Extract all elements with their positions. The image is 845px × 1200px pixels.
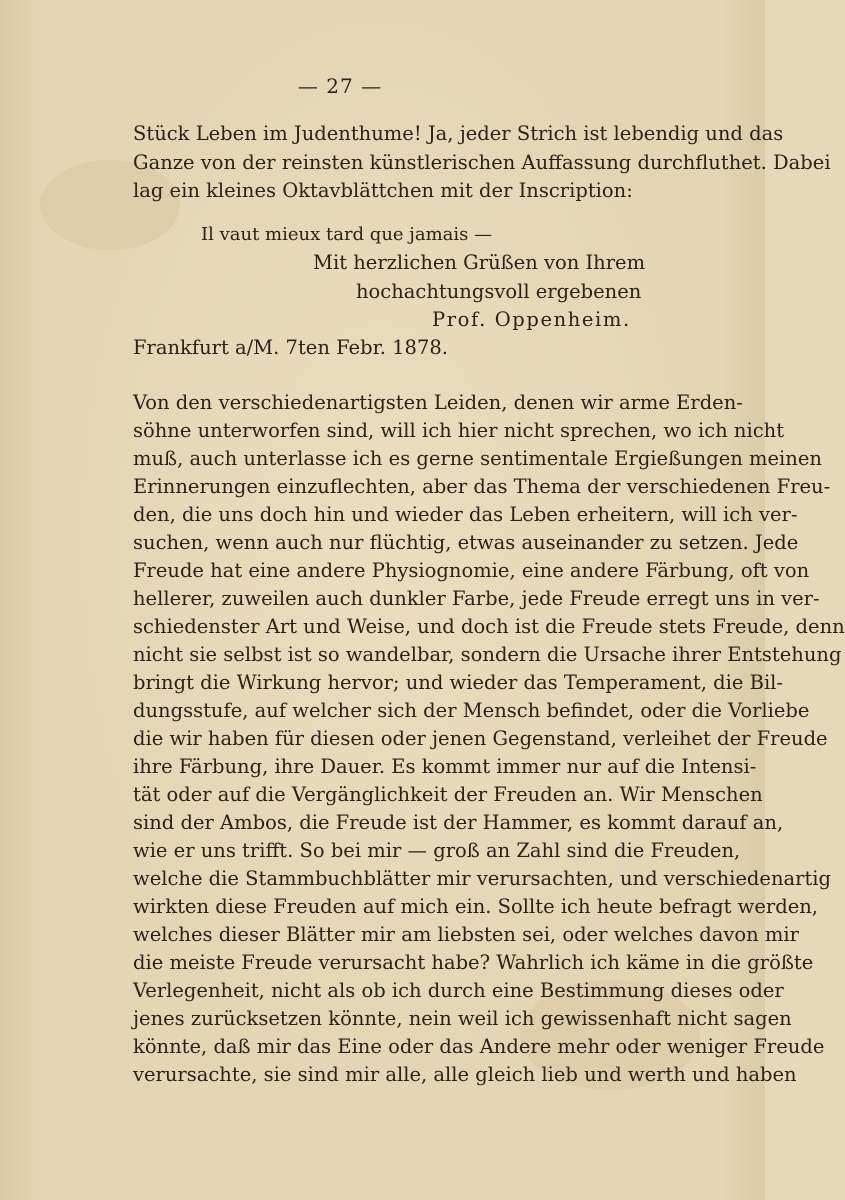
text-line: den, die uns doch hin und wieder das Leben erheitern, will ich ver- (133, 503, 798, 526)
text-line: Von den verschiedenartigsten Leiden, denen wir arme Erden- (133, 391, 743, 414)
inscription-closing: hochachtungsvoll ergebenen (356, 280, 642, 303)
text-line: Erinnerungen einzuflechten, aber das Thema der verschiedenen Freu- (133, 475, 831, 498)
text-line: nicht sie selbst ist so wandelbar, sondern die Ursache ihrer Entstehung (133, 643, 842, 666)
text-line: Verlegenheit, nicht als ob ich durch eine Bestimmung dieses oder (133, 979, 784, 1002)
text-line: lag ein kleines Oktavblättchen mit der Inscription: (133, 179, 633, 202)
inscription-signature: Prof. Oppenheim. (432, 308, 631, 331)
text-line: schiedenster Art und Weise, und doch ist die Freude stets Freude, denn (133, 615, 845, 638)
text-line: tät oder auf die Vergänglichkeit der Freuden an. Wir Menschen (133, 783, 763, 806)
text-line: Ganze von der reinsten künstlerischen Auffassung durchfluthet. Dabei (133, 151, 831, 174)
text-line: könnte, daß mir das Eine oder das Andere mehr oder weniger Freude (133, 1035, 825, 1058)
text-line: die meiste Freude verursacht habe? Wahrlich ich käme in die größte (133, 951, 814, 974)
text-line: welche die Stammbuchblätter mir verursachten, und verschiedenartig (133, 867, 832, 890)
text-line: Freude hat eine andere Physiognomie, eine andere Färbung, oft von (133, 559, 810, 582)
text-line: verursachte, sie sind mir alle, alle gleich lieb und werth und haben (133, 1063, 797, 1086)
text-line: ihre Färbung, ihre Dauer. Es kommt immer nur auf die Intensi- (133, 755, 757, 778)
inscription-dateline: Frankfurt a/M. 7ten Febr. 1878. (133, 336, 448, 359)
text-line: jenes zurücksetzen könnte, nein weil ich gewissenhaft nicht sagen (133, 1007, 792, 1030)
text-line: suchen, wenn auch nur flüchtig, etwas auseinander zu setzen. Jede (133, 531, 799, 554)
inscription-motto: Il vaut mieux tard que jamais — (201, 224, 493, 245)
text-line: dungsstufe, auf welcher sich der Mensch befindet, oder die Vorliebe (133, 699, 810, 722)
text-line: die wir haben für diesen oder jenen Gegenstand, verleihet der Freude (133, 727, 828, 750)
text-line: muß, auch unterlasse ich es gerne sentimentale Ergießungen meinen (133, 447, 822, 470)
text-line: Stück Leben im Judenthume! Ja, jeder Strich ist lebendig und das (133, 122, 784, 145)
page-number: — 27 — (297, 74, 383, 98)
text-line: wie er uns trifft. So bei mir — groß an Zahl sind die Freuden, (133, 839, 741, 862)
text-line: sind der Ambos, die Freude ist der Hammer, es kommt darauf an, (133, 811, 784, 834)
text-line: bringt die Wirkung hervor; und wieder das Temperament, die Bil- (133, 671, 784, 694)
text-line: söhne unterworfen sind, will ich hier nicht sprechen, wo ich nicht (133, 419, 785, 442)
text-line: welches dieser Blätter mir am liebsten sei, oder welches davon mir (133, 923, 799, 946)
text-line: wirkten diese Freuden auf mich ein. Sollte ich heute befragt werden, (133, 895, 819, 918)
inscription-greeting: Mit herzlichen Grüßen von Ihrem (313, 251, 646, 274)
text-line: hellerer, zuweilen auch dunkler Farbe, jede Freude erregt uns in ver- (133, 587, 820, 610)
